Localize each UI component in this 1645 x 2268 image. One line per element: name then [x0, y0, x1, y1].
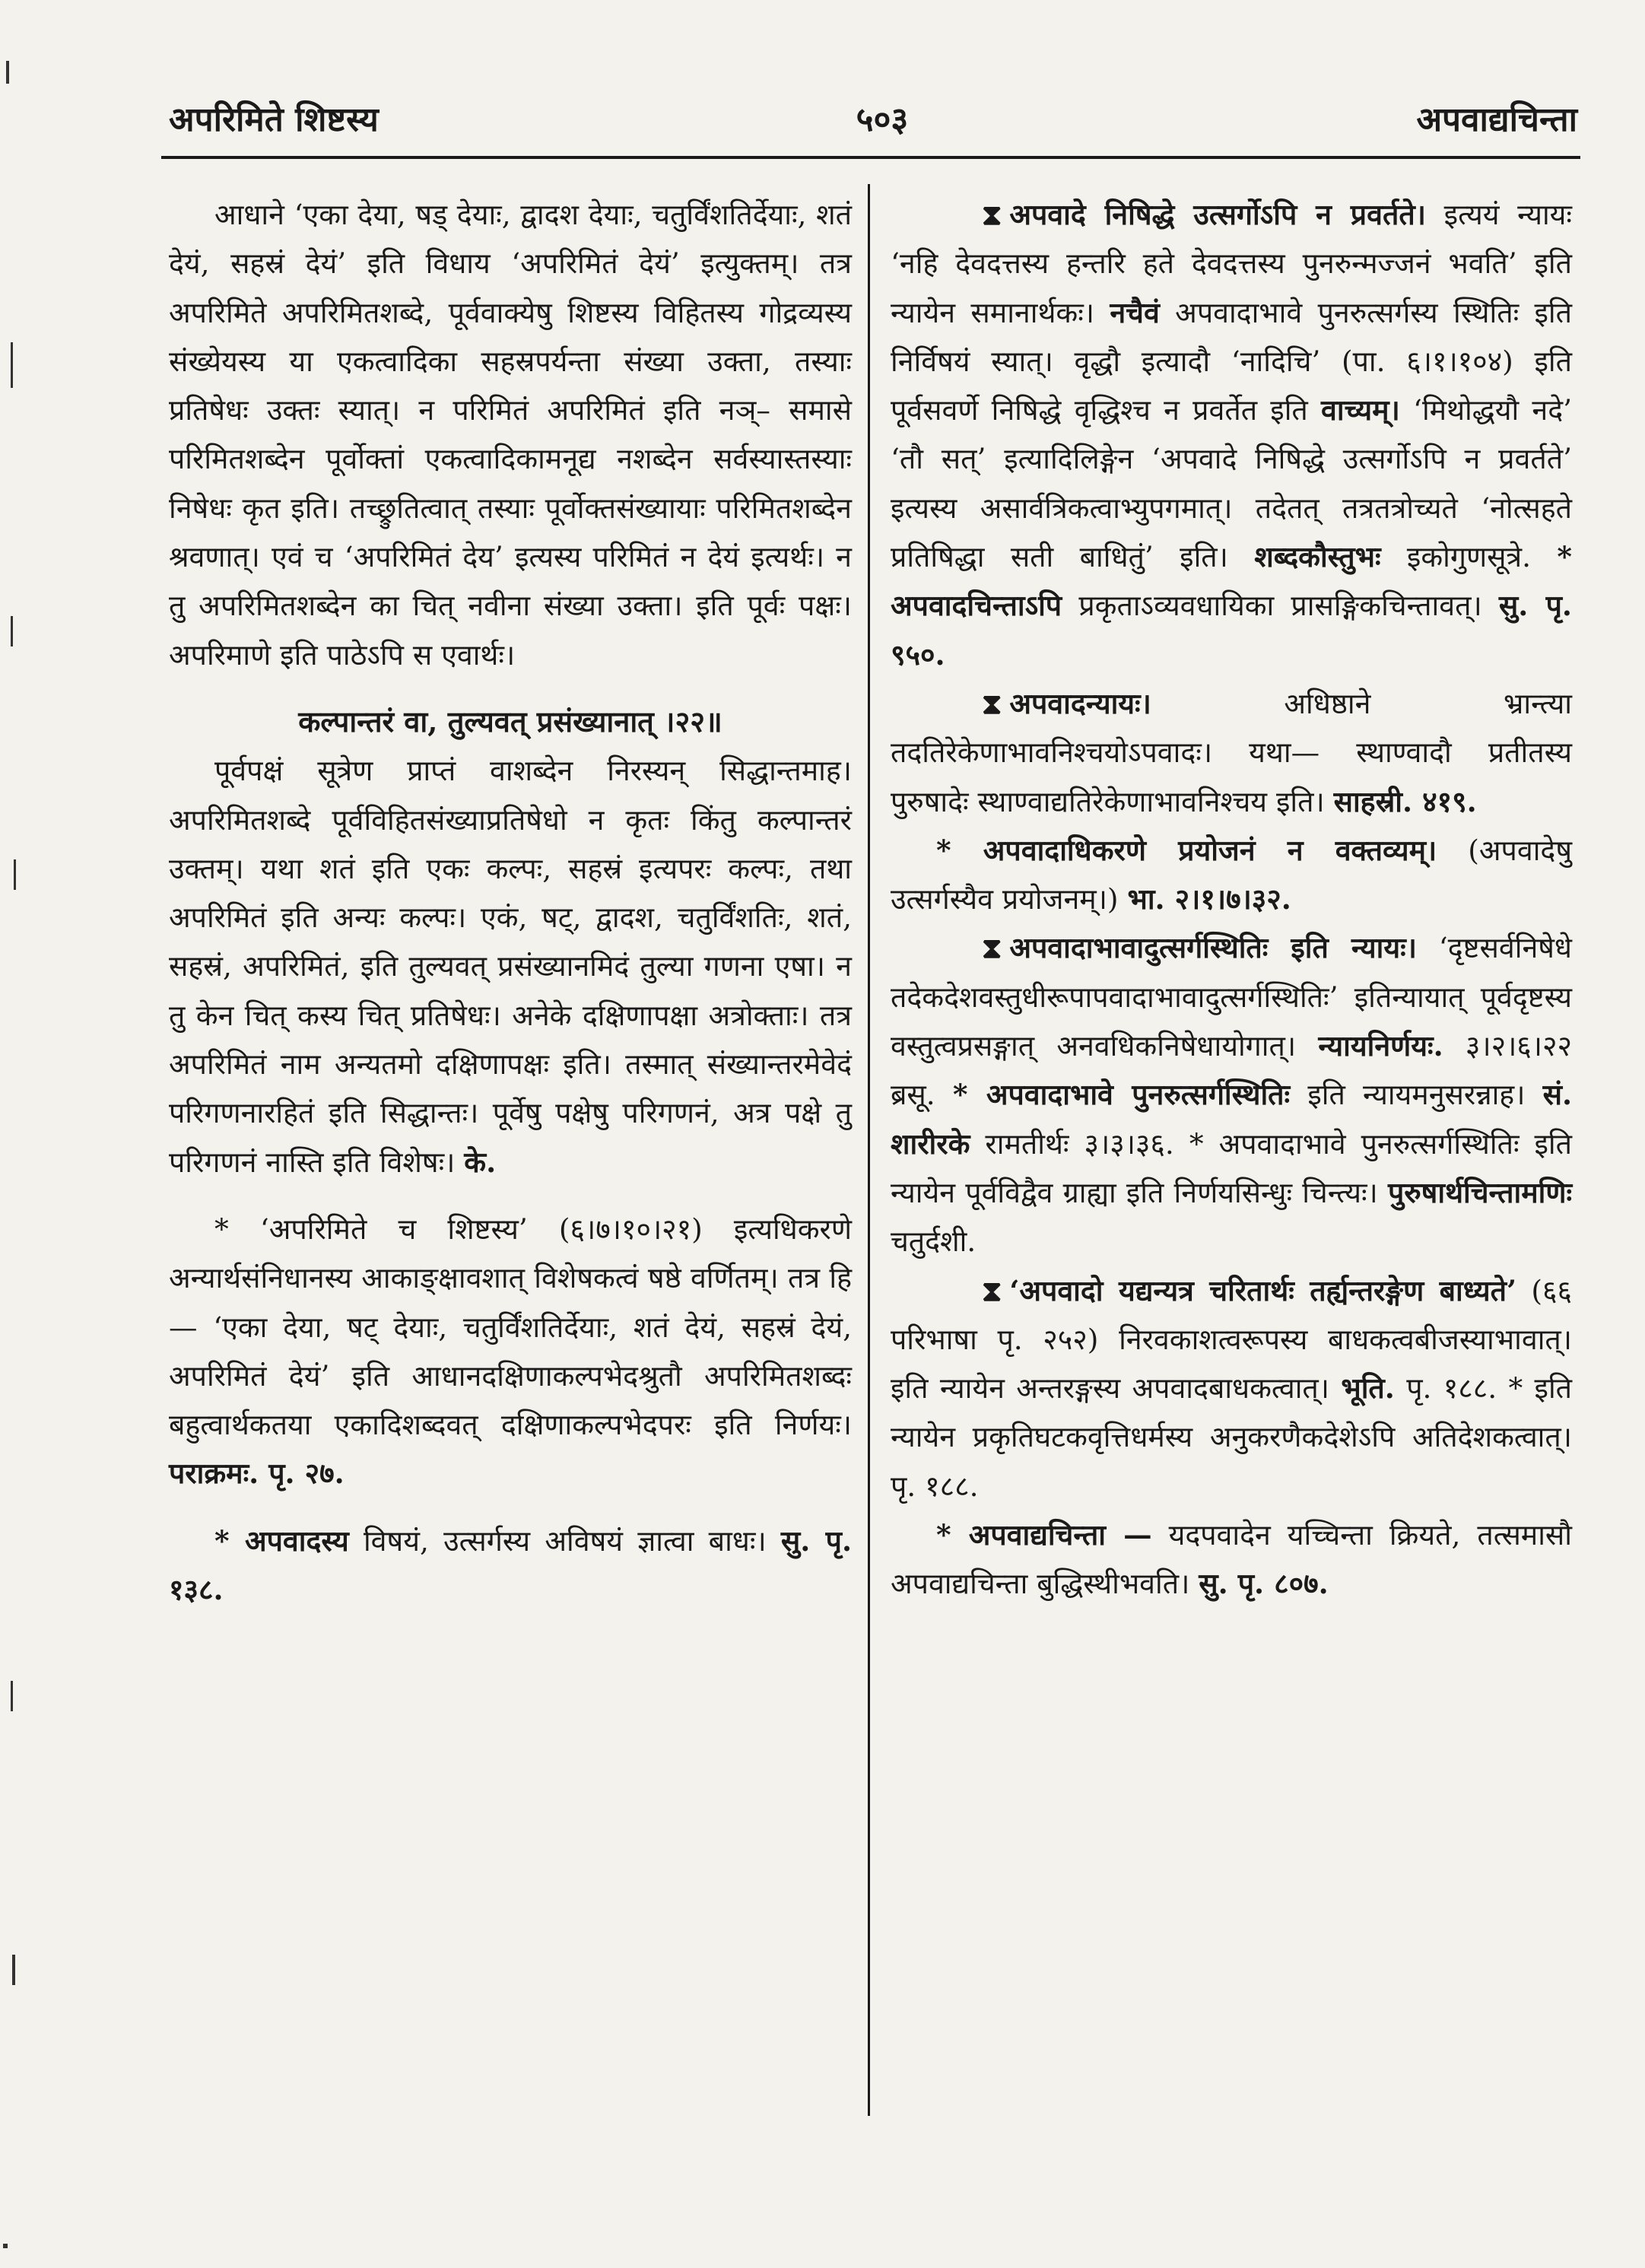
entry-text: यदपवादेन यच्चिन्ता क्रियते, तत्समासौ अपवाद्यचिन्ता बुद्धिस्थीभवति।	[891, 1518, 1572, 1601]
entry	[891, 1266, 1572, 1510]
paragraph-text: आधाने ‘एका देया, षड् देयाः, द्वादश देयाः, चतुर्विंशतिर्देयाः, शतं देयं, सहस्रं देयं’ इति विधाय ‘अपरिमितं देयं’ इत्युक्तम्। तत्र अपरिमिते अपरिमितशब्दे, पूर्ववाक्येषु शिष्टस्य विहितस्य गोद्रव्यस्य संख्येयस्य या एकत्वादिका सहस्रपर्यन्ता संख्या उक्ता, तस्याः प्रतिषेधः उक्तः स्यात्। न परिमितं अपरिमितं इति नञ्– समासे परिमितशब्देन पूर्वोक्तां एकत्वादिकामनूद्य नशब्देन सर्वस्यास्तस्याः निषेधः कृत इति। तच्छ्रुतित्वात् तस्याः पूर्वोक्तसंख्यायाः परिमितशब्देन श्रवणात्। एवं च ‘अपरिमितं देय’ इत्यस्य परिमितं न देयं इत्यर्थः। न तु अपरिमितशब्देन का चित् नवीना संख्या उक्ता। इति पूर्वः पक्षः। अपरिमाणे इति पाठेऽपि स एवार्थः।	[169, 198, 852, 672]
hourglass-icon: ⧗	[982, 686, 1002, 720]
citation: शब्दकौस्तुभः	[1254, 540, 1381, 574]
bold-term: नचैवं	[1110, 295, 1160, 329]
entry-heading: ‘अपवादो यद्यन्यत्र चरितार्थः तर्ह्यन्तरङ्गेण बाध्यते’	[1009, 1273, 1517, 1307]
paragraph	[169, 190, 852, 679]
entry	[891, 826, 1572, 924]
citation: सं. शारीरके	[891, 1078, 1573, 1161]
paragraph-text: * ‘अपरिमिते च शिष्टस्य’ (६।७।१०।२१) इत्यधिकरणे अन्यार्थसंनिधानस्य आकाङ्क्षावशात् विशेषकत्वं षष्ठे वर्णितम्। तत्र हि— ‘एका देया, षट् देयाः, चतुर्विंशतिर्देयाः, शतं देयं, सहस्रं देयं, अपरिमितं देयं’ इति आधानदक्षिणाकल्पभेदश्रुतौ अपरिमितशब्दः बहुत्वार्थकतया एकादिशब्दवत् दक्षिणाकल्पभेदपरः इति निर्णयः।	[169, 1212, 852, 1442]
scan-speck	[11, 1681, 13, 1711]
citation-detail: इकोगुणसूत्रे.	[1406, 540, 1532, 574]
scan-speck	[14, 859, 16, 890]
page-number: ५०३	[856, 100, 909, 139]
entry-text: ‘दृष्टसर्वनिषेधे तदेकदेशवस्तुधीरूपापवादाभावादुत्सर्गस्थितिः’ इतिन्यायात् पूर्वदृष्टस्य वस्तुत्वप्रसङ्गात् अनवधिकनिषेधायोगात्।	[891, 931, 1572, 1063]
entry-text: (अपवादेषु उत्सर्गस्यैव प्रयोजनम्।)	[891, 833, 1573, 916]
paragraph	[169, 746, 852, 1186]
entry-text: * अपवादाभावे पुनरुत्सर्गस्थितिः इति न्यायेन पूर्वविद्वैव ग्राह्या इति निर्णयसिन्धुः चिन्त्यः।	[891, 1126, 1573, 1209]
entry-heading: * अपवादाधिकरणे प्रयोजनं न वक्तव्यम्।	[936, 833, 1437, 867]
citation: पुरुषार्थचिन्तामणिः	[1387, 1175, 1573, 1209]
entry-text: (६६ परिभाषा पृ. २५२) निरवकाशत्वरूपस्य बाधकत्वबीजस्याभावात्। इति न्यायेन अन्तरङ्गस्य अपवादबाधकत्वात्।	[891, 1273, 1572, 1406]
paragraph	[169, 1517, 852, 1615]
entry-heading: अपवादाभावादुत्सर्गस्थितिः इति न्यायः।	[1009, 931, 1417, 965]
entry	[891, 679, 1572, 826]
citation: भूति.	[1341, 1371, 1395, 1406]
citation-detail: चतुर्दशी.	[891, 1225, 977, 1259]
citation: साहस्री. ४१९.	[1333, 784, 1477, 818]
entry-heading: अपवादे निषिद्धे उत्सर्गोऽपि न प्रवर्तते।	[1009, 198, 1426, 231]
citation-detail: पृ. १८८.	[1406, 1371, 1497, 1406]
entry-text: प्रकृताऽव्यवधायिका प्रासङ्गिकचिन्तावत्।	[1078, 589, 1482, 623]
scan-speck	[3, 2244, 8, 2248]
sutra-heading	[169, 697, 852, 746]
header-left-title: अपरिमिते शिष्टस्य	[169, 100, 379, 139]
scan-speck	[6, 61, 9, 84]
citation: सु. पृ. ८०७.	[1199, 1567, 1329, 1601]
entry-heading: अपवादन्यायः।	[1009, 686, 1151, 720]
citation: भा. २।१।७।३२.	[1127, 882, 1291, 916]
citation: न्यायनिर्णयः.	[1318, 1029, 1443, 1063]
citation: सु. पृ. १३८.	[169, 1523, 853, 1607]
sub-entry-heading: * अपवादचिन्ताऽपि	[891, 540, 1573, 623]
sub-entry-heading: * अपवादाभावे पुनरुत्सर्गस्थितिः	[952, 1078, 1291, 1112]
entry-text: ‘मिथोद्धयौ नदे’ ‘तौ सत्’ इत्यादिलिङ्गेन ‘अपवादे निषिद्धे उत्सर्गोऽपि न प्रवर्तते’ इत्यस्य असार्वत्रिकत्वाभ्युपगमात्। तदेतत् तत्रतत्रोच्यते ‘नोत्सहते प्रतिषिद्धा सती बाधितुं’ इति।	[891, 393, 1573, 574]
column-divider	[868, 184, 870, 2116]
entry-text: इत्ययं न्यायः ‘नहि देवदत्तस्य हन्तरि हते देवदत्तस्य पुनरुन्मज्जनं भवति’ इति न्यायेन समानार्थकः।	[891, 198, 1573, 329]
citation-detail: रामतीर्थः ३।३।३६.	[985, 1126, 1174, 1161]
citation: के.	[464, 1145, 497, 1179]
citation-detail: ३।२।६।२२ ब्रसू.	[891, 1029, 1572, 1112]
header-rule	[161, 156, 1580, 159]
scan-speck	[11, 616, 13, 646]
entry	[891, 1510, 1572, 1609]
entry	[891, 190, 1572, 679]
hourglass-icon: ⧗	[982, 1273, 1002, 1307]
entry-text: अधिष्ठाने भ्रान्त्या तदतिरेकेणाभावनिश्चयोऽपवादः। यथा— स्थाण्वादौ प्रतीतस्य पुरुषादेः स्थाण्वाद्यतिरेकेणाभावनिश्चय इति।	[891, 686, 1572, 818]
scan-speck	[12, 1955, 15, 1985]
hourglass-icon: ⧗	[982, 198, 1002, 231]
entry-text: * इति न्यायेन प्रकृतिघटकवृत्तिधर्मस्य अनुकरणैकदेशेऽपि अतिदेशकत्वात्। पृ. १८८.	[891, 1371, 1573, 1503]
entry-heading: * अपवादस्य	[214, 1523, 349, 1558]
entry	[891, 923, 1572, 1266]
paragraph-text: विषयं, उत्सर्गस्य अविषयं ज्ञात्वा बाधः।	[363, 1523, 767, 1558]
paragraph	[169, 1205, 852, 1498]
right-column	[891, 190, 1572, 1609]
hourglass-icon: ⧗	[982, 931, 1002, 965]
citation: सु. पृ. ९५०.	[891, 589, 1572, 672]
paragraph-text: पूर्वपक्षं सूत्रेण प्राप्तं वाशब्देन निरस्यन् सिद्धान्तमाह। अपरिमितशब्दे पूर्वविहितसंख्याप्रतिषेधो न कृतः किंतु कल्पान्तरं उक्तम्। यथा शतं इति एकः कल्पः, सहस्रं इत्यपरः कल्पः, तथा अपरिमितं इति अन्यः कल्पः। एकं, षट्, द्वादश, चतुर्विंशतिः, शतं, सहस्रं, अपरिमितं, इति तुल्यवत् प्रसंख्यानमिदं तुल्या गणना एषा। न तु केन चित् कस्य चित् प्रतिषेधः। अनेके दक्षिणापक्षा अत्रोक्ताः। तत्र अपरिमितं नाम अन्यतमो दक्षिणापक्षः इति। तस्मात् संख्यान्तरमेवेदं परिगणनारहितं इति सिद्धान्तः। पूर्वेषु पक्षेषु परिगणनं, अत्र पक्षे तु परिगणनं नास्ति इति विशेषः।	[169, 754, 852, 1179]
citation: पराक्रमः. पृ. २७.	[169, 1456, 345, 1491]
bold-term: वाच्यम्।	[1321, 393, 1400, 427]
left-column	[169, 190, 852, 1614]
sutra-text: कल्पान्तरं वा, तुल्यवत् प्रसंख्यानात् ।२२॥	[298, 704, 722, 739]
scan-speck	[11, 342, 13, 388]
entry-text: इति न्यायमनुसरन्नाह।	[1307, 1078, 1526, 1112]
header-right-title: अपवाद्यचिन्ता	[1416, 100, 1577, 139]
running-header	[152, 95, 1582, 148]
entry-heading: * अपवाद्यचिन्ता —	[936, 1518, 1152, 1552]
entry-text: अपवादाभावे पुनरुत्सर्गस्य स्थितिः इति निर्विषयं स्यात्। वृद्धौ इत्यादौ ‘नादिचि’ (पा. ६।१।१०४) इति पूर्वसवर्णे निषिद्धे वृद्धिश्च न प्रवर्तेत इति	[891, 295, 1572, 427]
